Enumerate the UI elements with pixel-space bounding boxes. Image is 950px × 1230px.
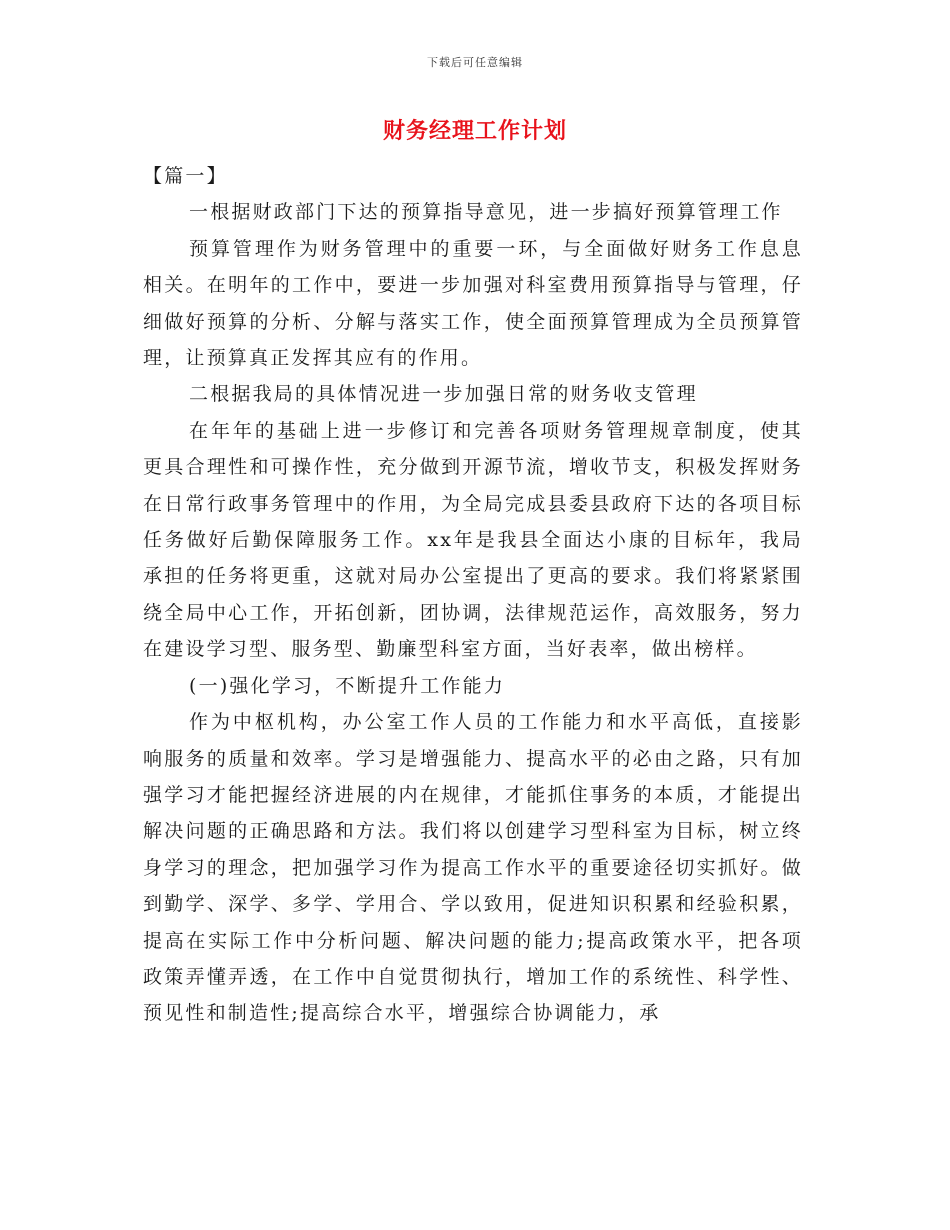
header-note: 下载后可任意编辑 (427, 56, 523, 69)
section-label: 【篇一】 (143, 165, 228, 187)
paragraph-heading-2: 二根据我局的具体情况进一步加强日常的财务收支管理 (189, 383, 698, 406)
paragraph-heading-1: 一根据财政部门下达的预算指导意见，进一步搞好预算管理工作 (189, 201, 783, 224)
paragraph-body-3: 作为中枢机构，办公室工作人员的工作能力和水平高低，直接影响服务的质量和效率。学习是增强能力、提高水平的必由之路，只有加强学习才能把握经济进展的内在规律，才能抓住事务的本质，才能提出解决问题的正确思路和方法。我们将以创建学习型科室为目标，树立终身学习的理念，把加强学习作为提高工作水平的重要途径切实抓好。做到勤学、深学、多学、学用合、学以致用，促进知识积累和经验积累，提高在实际工作中分析问题、解决问题的能力;提高政策水平，把各项政策弄懂弄透，在工作中自觉贯彻执行，增加工作的系统性、科学性、预见性和制造性;提高综合水平，增强综合协调能力，承 (143, 711, 803, 1025)
document-title: 财务经理工作计划 (382, 118, 567, 144)
document-body (143, 158, 803, 1032)
paragraph-heading-3: (一)强化学习，不断提升工作能力 (189, 674, 506, 697)
paragraph-body-2: 在年年的基础上进一步修订和完善各项财务管理规章制度，使其更具合理性和可操作性，充分做到开源节流，增收节支，积极发挥财务在日常行政事务管理中的作用，为全局完成县委县政府下达的各项目标任务做好后勤保障服务工作。xx年是我县全面达小康的目标年，我局承担的任务将更重，这就对局办公室提出了更高的要求。我们将紧紧围绕全局中心工作，开拓创新，团协调，法律规范运作，高效服务，努力在建设学习型、服务型、勤廉型科室方面，当好表率，做出榜样。 (143, 419, 803, 661)
paragraph-body-1: 预算管理作为财务管理中的重要一环，与全面做好财务工作息息相关。在明年的工作中，要进一步加强对科室费用预算指导与管理，仔细做好预算的分析、分解与落实工作，使全面预算管理成为全员预算管理，让预算真正发挥其应有的作用。 (143, 237, 803, 370)
